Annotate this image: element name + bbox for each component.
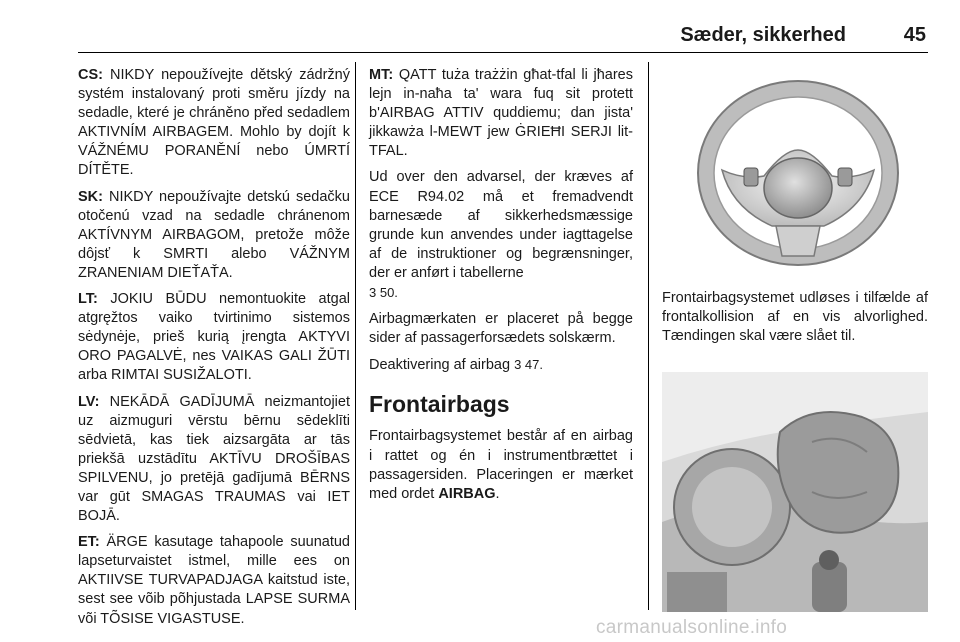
label-location-paragraph: Airbagmærkaten er placeret på begge sider af passagerforsædets solskærm. (369, 311, 633, 347)
frontairbags-paragraph: Frontairbagsystemet består af en airbag i rattet og én i instrumentbrættet i passagersiden. Placeringen er mærket med ordet AIRBAG. (369, 428, 633, 502)
column-middle (369, 66, 633, 511)
column-left (78, 66, 350, 636)
warning-sk: SK: NIKDY nepoužívajte detskú sedačku otočenú vzad na sedadle chránenom AKTÍVNYM AIRBAGOM, pretože môže dôjsť k SMRTI alebo VÁŽNYM ZRANENIAM DIEŤAŤA. (78, 188, 350, 281)
column-right (662, 289, 928, 353)
warning-lt: LT: JOKIU BŪDU nemontuokite atgal atgręžtos vaiko tvirtinimo sistemos sėdynėje, prieš kurią įrengta AKTYVI ORO PAGALVĖ, nes VAIKAS GALI ŽŪTI arba RIMTAI SUSIŽALOTI. (78, 291, 350, 384)
warning-cs: CS: NIKDY nepoužívejte dětský zádržný systém instalovaný proti směru jízdy na sedadle, které je chráněno před sedadlem AKTIVNÍM AIRBAGEM. Mohlo by dojít k VÁŽNÉMU PORANĚNÍ nebo ÚMRTÍ DÍTĚTE. (78, 67, 350, 179)
deployed-airbags-illustration (662, 372, 928, 612)
column-divider-1 (355, 62, 356, 610)
warning-et: ET: ÄRGE kasutage tahapoole suunatud lapseturvaistet istmel, mille ees on AKTIIVSE TURVAPADJAGA kaitstud iste, sest see võib põhjustada LAPSE SURMA või TÕSISE VIGASTUSE. (78, 534, 350, 627)
page-header (78, 24, 926, 46)
deployment-paragraph: Frontairbagsystemet udløses i tilfælde af frontalkollision af en vis alvorlighed. Tændingen skal være slået til. (662, 290, 928, 345)
column-divider-2 (648, 62, 649, 610)
warning-lv: LV: NEKĀDĀ GADĪJUMĀ neizmantojiet uz aizmuguri vērstu bērnu sēdeklīti sēdvietā, kas tiek aizsargāta ar tās priekšā uzstādītu AKTĪVU DROŠĪBAS SPILVENU, jo pretējā gadījumā BĒRNS var gūt SMAGAS TRAUMAS vai IET BOJĀ. (78, 393, 350, 525)
header-rule (78, 52, 928, 53)
section-title: Sæder, sikkerhed (680, 24, 846, 46)
page-number: 45 (903, 24, 926, 46)
frontairbags-heading: Frontairbags (369, 391, 510, 418)
ece-paragraph: Ud over den advarsel, der kræves af ECE R94.02 må et fremadvendt barnesæde af sikkerhedsmæssige grunde kun anvendes under iagttagelse af de instruktioner og begrænsninger, der er anført i tabellerne 3 50. (369, 169, 633, 301)
page-ref-50[interactable]: 3 50. (369, 285, 398, 301)
steering-wheel-illustration (662, 58, 928, 283)
deactivation-paragraph: Deaktivering af airbag 3 47. (369, 357, 544, 374)
warning-mt: MT: QATT tuża trażżin għat-tfal li jħares lejn in-naħa ta' wara fuq sit protett b'AIRBAG ATTIV quddiemu; dan jista' jikkawża l-MEWT jew ĠRIEĦI SERJI lit-TFAL. (369, 67, 633, 160)
watermark: carmanualsonline.info (596, 617, 788, 638)
page-ref-47[interactable]: 3 47. (514, 357, 544, 373)
